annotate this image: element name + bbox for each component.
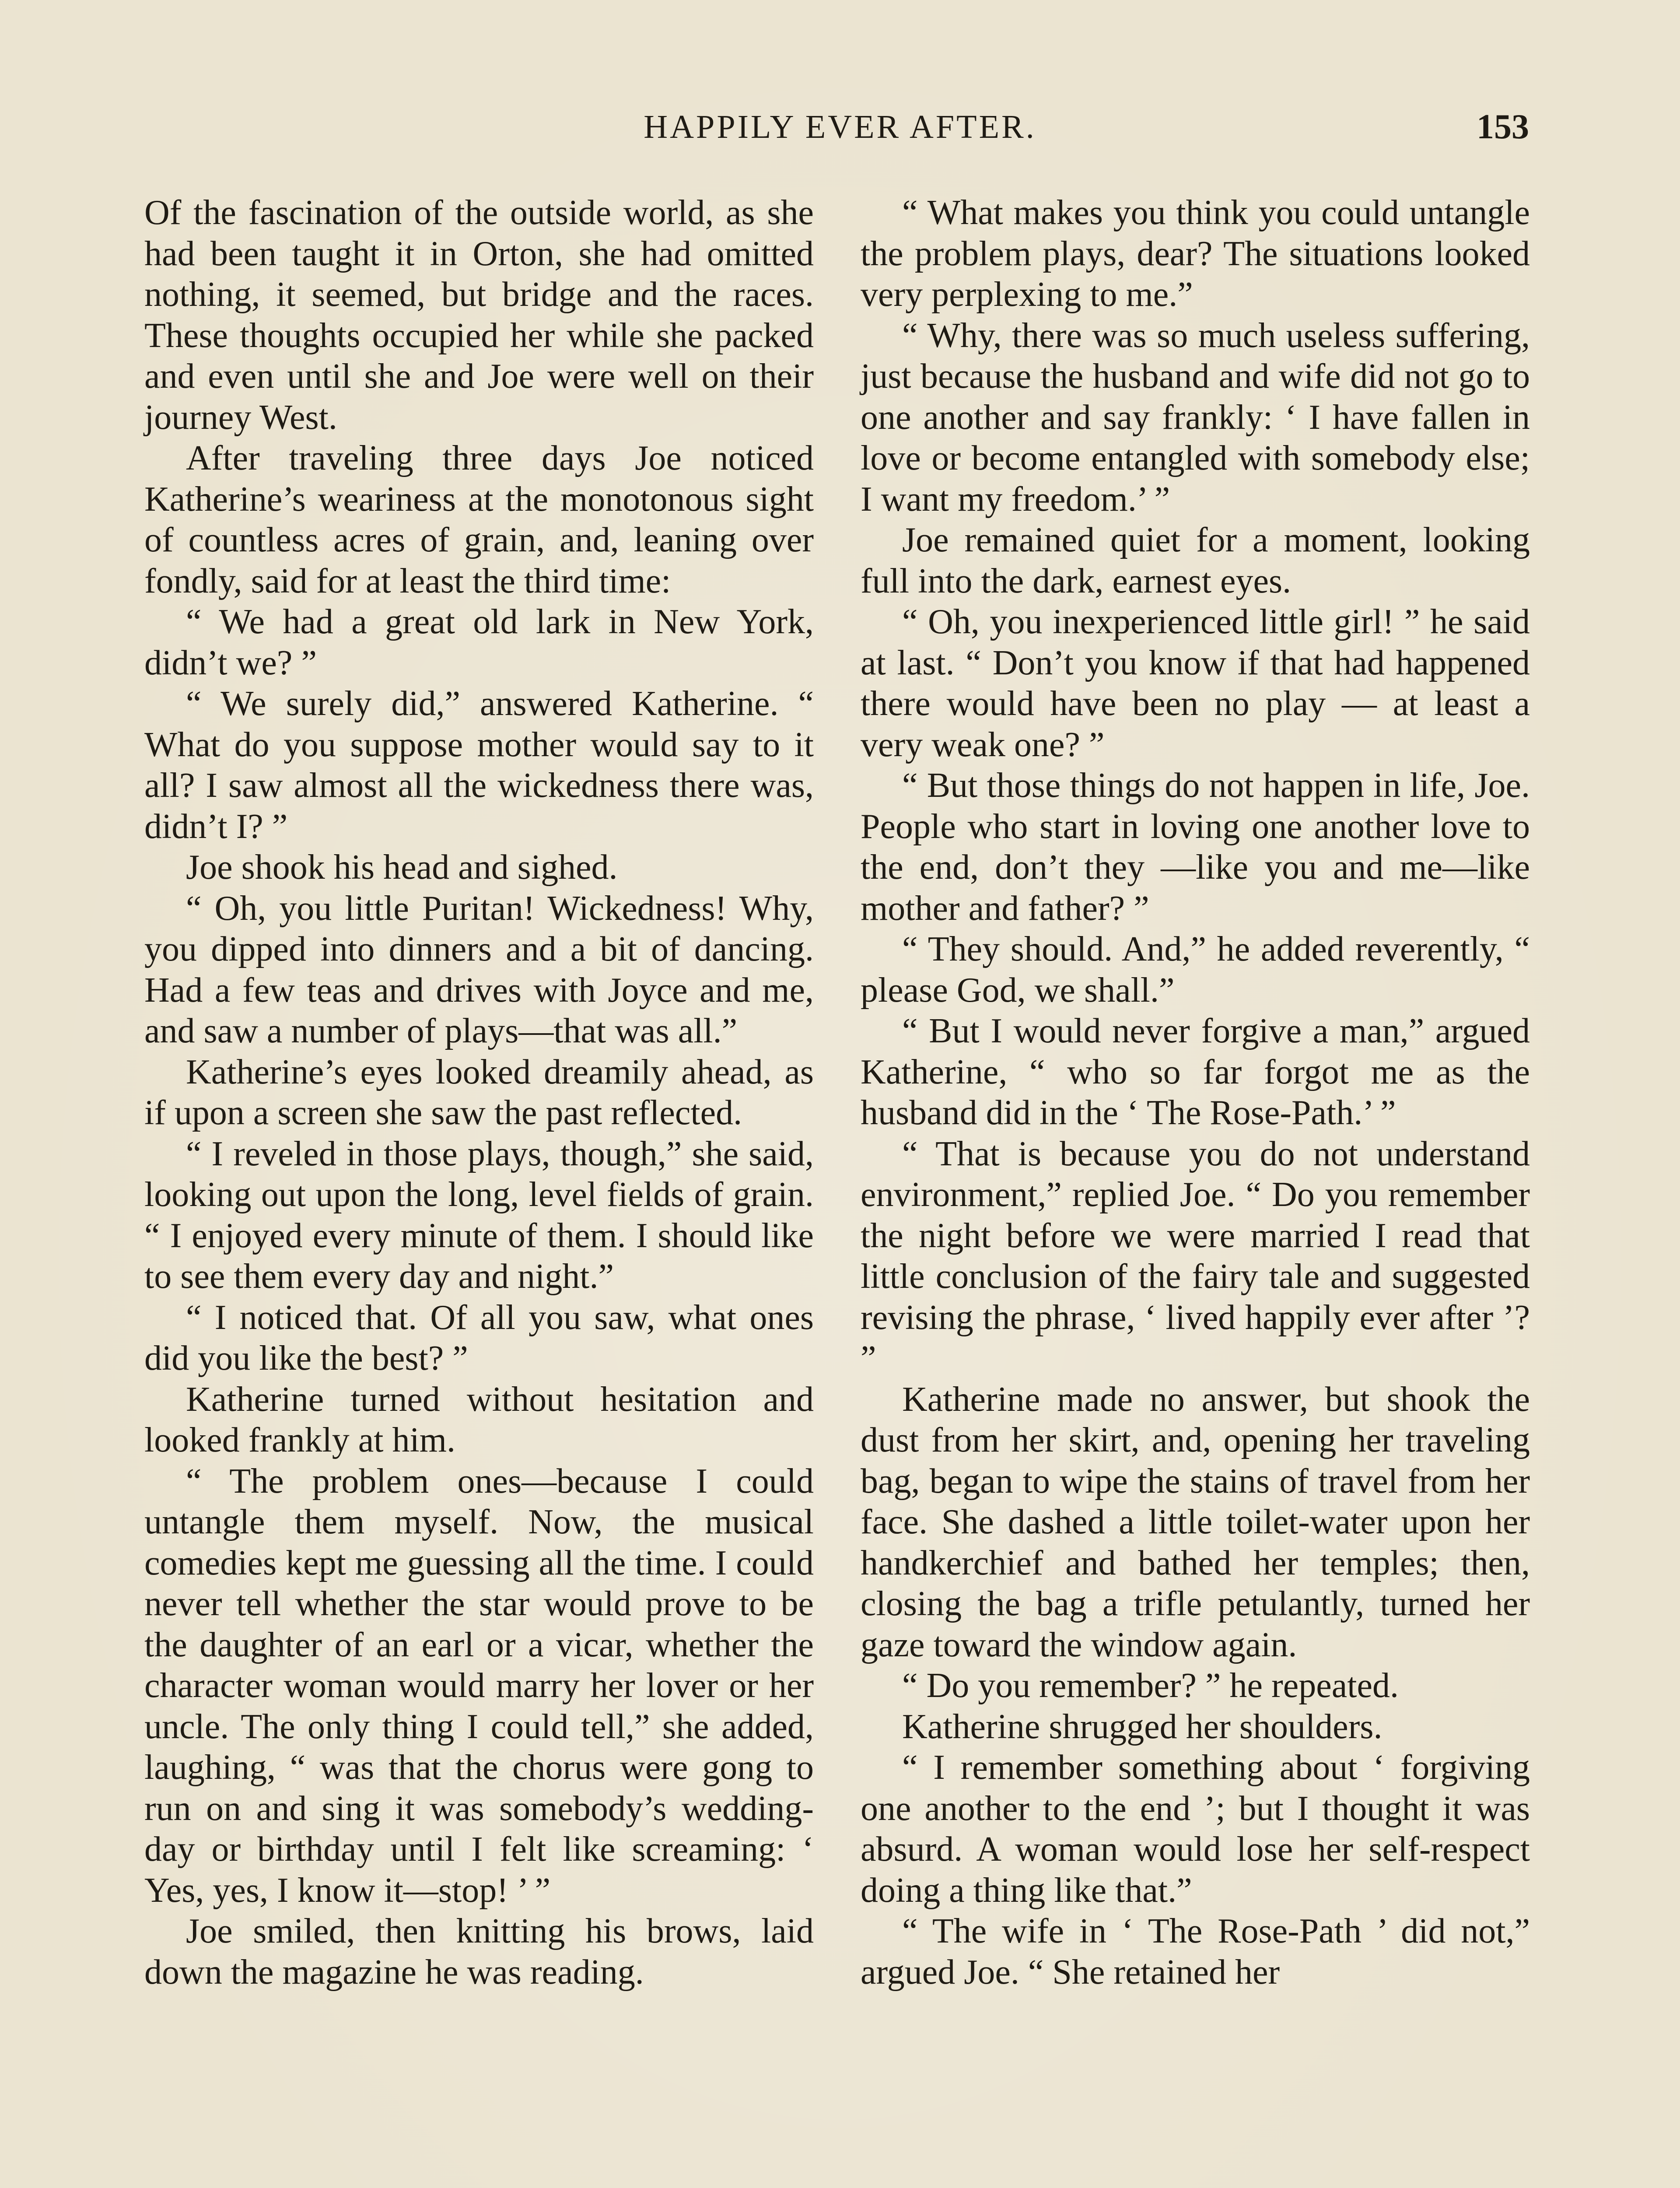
paragraph: “ Why, there was so much useless suffering, just because the husband and wife did not go to one another and say frankly: ‘ I have fallen in love or become entangled with somebody else; I want my freedom.’ ” (861, 316, 1530, 519)
paragraph: Katherine’s eyes looked dreamily ahead, as if upon a screen she saw the past reflected. (144, 1052, 814, 1132)
paragraph: “ What makes you think you could untangle the problem plays, dear? The situations looked very perplexing to me.” (861, 193, 1530, 314)
paragraph: “ We had a great old lark in New York, didn’t we? ” (144, 603, 814, 682)
paragraph: “ I noticed that. Of all you saw, what ones did you like the best? ” (144, 1298, 814, 1378)
paragraph: Katherine made no answer, but shook the dust from her skirt, and, opening her traveling bag, began to wipe the stains of travel from her face. She dashed a little toilet-water upon her handkerchief and bathed her temples; then, closing the bag a trifle petulantly, turned her gaze toward the window again. (861, 1380, 1530, 1664)
left-text-column (144, 193, 814, 1993)
paragraph: “ That is because you do not understand environment,” replied Joe. “ Do you remember the night before we were married I read that little conclusion of the fairy tale and suggested revising the phrase, ‘ lived happily ever after ’? ” (861, 1134, 1530, 1378)
paragraph: “ But those things do not happen in life, Joe. People who start in loving one another love to the end, don’t they —like you and me—like mother and father? ” (861, 766, 1530, 928)
paragraph: “ Do you remember? ” he repeated. (902, 1666, 1399, 1705)
running-header (0, 103, 1680, 151)
paragraph: “ Oh, you little Puritan! Wickedness! Why, you dipped into dinners and a bit of dancing. Had a few teas and drives with Joyce and me, and saw a number of plays—that was all.” (144, 889, 814, 1050)
right-text-column (861, 193, 1530, 1993)
paragraph: Joe shook his head and sighed. (186, 848, 618, 887)
paragraph: Katherine turned without hesitation and looked frankly at him. (144, 1380, 814, 1459)
paragraph: Of the fascination of the outside world, as she had been taught it in Orton, she had omitted nothing, it seemed, but bridge and the races. These thoughts occupied her while she packed and even until she and Joe were well on their journey West. (144, 193, 814, 437)
paragraph: Joe smiled, then knitting his brows, laid down the magazine he was reading. (144, 1912, 814, 1992)
paragraph: “ I reveled in those plays, though,” she said, looking out upon the long, level fields of grain. “ I enjoyed every minute of them. I should like to see them every day and night.” (144, 1134, 814, 1296)
paragraph: “ But I would never forgive a man,” argued Katherine, “ who so far forgot me as the husband did in the ‘ The Rose-Path.’ ” (861, 1012, 1530, 1132)
page-number: 153 (1477, 108, 1529, 146)
running-title: HAPPILY EVER AFTER. (644, 109, 1036, 145)
paragraph: “ Oh, you inexperienced little girl! ” he said at last. “ Don’t you know if that had happened there would have been no play — at least a very weak one? ” (861, 603, 1530, 764)
paragraph: Katherine shrugged her shoulders. (902, 1707, 1382, 1746)
paragraph: After traveling three days Joe noticed Katherine’s weariness at the monotonous sight of countless acres of grain, and, leaning over fondly, said for at least the third time: (144, 439, 814, 600)
paragraph: “ They should. And,” he added reverently, “ please God, we shall.” (861, 930, 1530, 1010)
paragraph: “ The problem ones—because I could untangle them myself. Now, the musical comedies kept me guessing all the time. I could never tell whether the star would prove to be the daughter of an earl or a vicar, whether the character woman would marry her lover or her uncle. The only thing I could tell,” she added, laughing, “ was that the chorus were gong to run on and sing it was somebody’s wedding-day or birthday until I felt like screaming: ‘ Yes, yes, I know it—stop! ’ ” (144, 1462, 814, 1910)
paragraph: “ I remember something about ‘ forgiving one another to the end ’; but I thought it was absurd. A woman would lose her self-respect doing a thing like that.” (861, 1748, 1530, 1910)
paragraph: Joe remained quiet for a moment, looking full into the dark, earnest eyes. (861, 521, 1530, 600)
paragraph: “ The wife in ‘ The Rose-Path ’ did not,” argued Joe. “ She retained her (861, 1912, 1530, 1992)
paragraph: “ We surely did,” answered Katherine. “ What do you suppose mother would say to it all? I saw almost all the wickedness there was, didn’t I? ” (144, 684, 814, 846)
